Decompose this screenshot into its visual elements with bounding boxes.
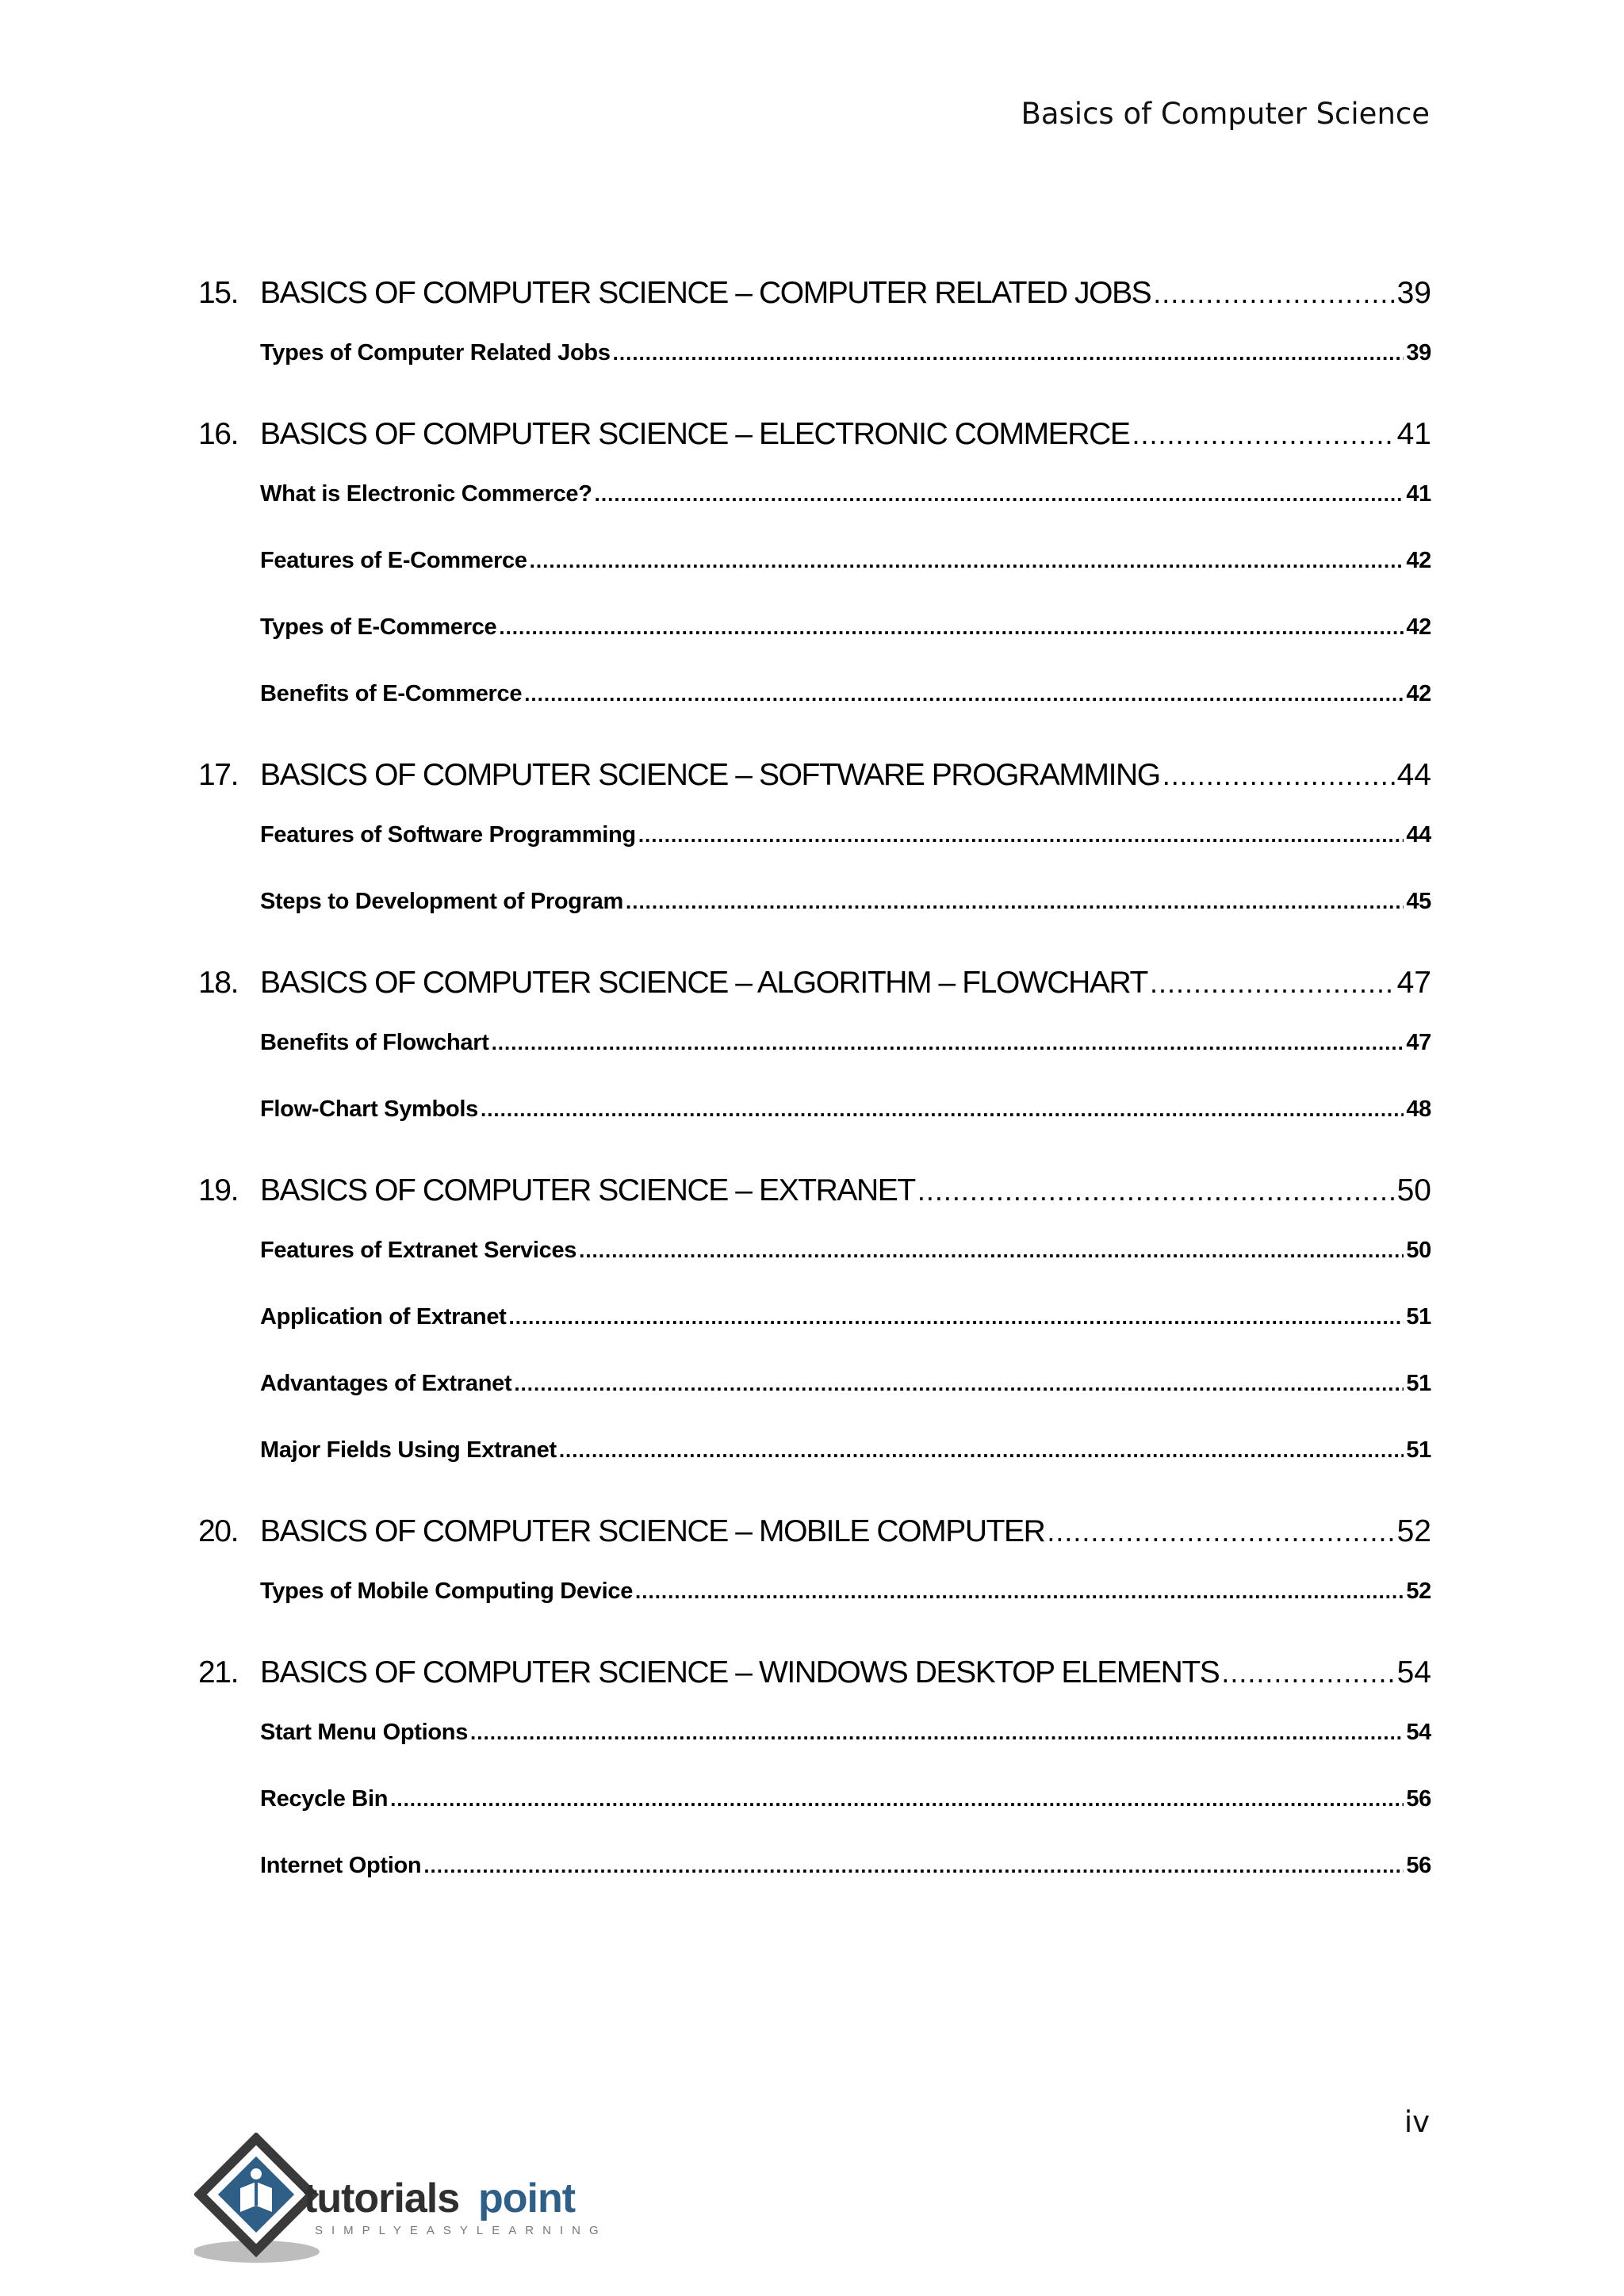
section-title: Advantages of Extranet	[260, 1371, 512, 1396]
section-page-number: 42	[1406, 614, 1431, 640]
toc-section-entry[interactable]	[260, 1716, 1431, 1749]
dot-leader	[613, 336, 1404, 369]
section-page-number: 47	[1406, 1030, 1431, 1055]
section-page-number: 54	[1406, 1720, 1431, 1745]
toc-section-entry[interactable]	[260, 677, 1431, 710]
section-title: Types of Mobile Computing Device	[260, 1578, 634, 1604]
section-title: Features of E-Commerce	[260, 548, 527, 573]
dot-leader	[559, 1433, 1404, 1467]
chapter-number: 18.	[198, 966, 239, 1000]
chapter-page-number: 54	[1396, 1655, 1431, 1689]
logo-wordmark-a: tutorials	[304, 2175, 460, 2221]
dot-leader	[423, 1849, 1404, 1882]
page-number: iv	[1404, 2105, 1430, 2139]
chapter-title: BASICS OF COMPUTER SCIENCE – COMPUTER RELATED JOBS	[260, 276, 1151, 310]
chapter-page-number: 52	[1396, 1514, 1431, 1548]
toc-chapter-entry[interactable]	[198, 1167, 1431, 1215]
toc-section-entry[interactable]	[260, 1026, 1431, 1059]
chapter-title: BASICS OF COMPUTER SCIENCE – ELECTRONIC COMMERCE	[260, 417, 1130, 451]
section-page-number: 44	[1406, 822, 1431, 848]
chapter-number: 16.	[198, 417, 239, 451]
dot-leader	[509, 1300, 1404, 1334]
toc-section-entry[interactable]	[260, 1300, 1431, 1334]
dot-leader	[635, 1575, 1404, 1608]
toc-section-entry[interactable]	[260, 477, 1431, 511]
section-page-number: 42	[1406, 548, 1431, 573]
dot-leader	[1132, 411, 1394, 458]
tutorialspoint-logo	[194, 2133, 622, 2267]
chapter-number: 15.	[198, 276, 239, 310]
section-page-number: 52	[1406, 1578, 1431, 1604]
dot-leader	[524, 677, 1404, 710]
chapter-page-number: 39	[1396, 276, 1431, 310]
section-title: Recycle Bin	[260, 1786, 389, 1812]
section-title: Types of Computer Related Jobs	[260, 340, 611, 365]
dot-leader	[1221, 1649, 1394, 1697]
section-page-number: 51	[1406, 1437, 1431, 1463]
running-header: Basics of Computer Science	[1021, 97, 1430, 131]
dot-leader	[499, 610, 1404, 644]
chapter-title: BASICS OF COMPUTER SCIENCE – WINDOWS DESKTOP ELEMENTS	[260, 1655, 1220, 1689]
section-title: Types of E-Commerce	[260, 614, 497, 640]
chapter-page-number: 41	[1396, 417, 1431, 451]
section-page-number: 42	[1406, 681, 1431, 706]
section-page-number: 50	[1406, 1238, 1431, 1263]
dot-leader	[1150, 959, 1395, 1007]
section-title: Features of Software Programming	[260, 822, 636, 848]
section-page-number: 41	[1406, 481, 1431, 507]
section-title: Major Fields Using Extranet	[260, 1437, 557, 1463]
dot-leader	[917, 1167, 1395, 1215]
section-title: Application of Extranet	[260, 1304, 507, 1330]
chapter-page-number: 44	[1396, 758, 1431, 792]
section-title: Benefits of Flowchart	[260, 1030, 489, 1055]
section-page-number: 56	[1406, 1786, 1431, 1812]
section-title: Features of Extranet Services	[260, 1238, 577, 1263]
section-page-number: 45	[1406, 889, 1431, 914]
toc-section-entry[interactable]	[260, 1367, 1431, 1400]
section-title: Start Menu Options	[260, 1720, 469, 1745]
chapter-number: 20.	[198, 1514, 239, 1548]
toc-section-entry[interactable]	[260, 1782, 1431, 1816]
dot-leader	[530, 544, 1404, 577]
dot-leader	[579, 1234, 1404, 1267]
logo-wordmark-b: point	[478, 2175, 576, 2221]
logo-tagline: SIMPLYEASYLEARNING	[315, 2224, 607, 2237]
chapter-number: 21.	[198, 1655, 239, 1689]
toc-section-entry[interactable]	[260, 1575, 1431, 1608]
section-page-number: 51	[1406, 1304, 1431, 1330]
table-of-contents	[198, 270, 1431, 1882]
dot-leader	[470, 1716, 1404, 1749]
section-title: Steps to Development of Program	[260, 889, 623, 914]
dot-leader	[514, 1367, 1404, 1400]
dot-leader	[626, 885, 1404, 918]
toc-section-entry[interactable]	[260, 885, 1431, 918]
dot-leader	[481, 1093, 1404, 1126]
toc-chapter-entry[interactable]	[198, 411, 1431, 458]
section-page-number: 48	[1406, 1096, 1431, 1122]
toc-chapter-entry[interactable]	[198, 1508, 1431, 1556]
section-title: What is Electronic Commerce?	[260, 481, 592, 507]
dot-leader	[1162, 752, 1395, 799]
toc-section-entry[interactable]	[260, 1093, 1431, 1126]
dot-leader	[1153, 270, 1394, 317]
toc-section-entry[interactable]	[260, 336, 1431, 369]
section-title: Benefits of E-Commerce	[260, 681, 523, 706]
dot-leader	[492, 1026, 1404, 1059]
toc-chapter-entry[interactable]	[198, 1649, 1431, 1697]
chapter-title: BASICS OF COMPUTER SCIENCE – MOBILE COMPUTER	[260, 1514, 1045, 1548]
chapter-number: 19.	[198, 1173, 239, 1207]
chapter-title: BASICS OF COMPUTER SCIENCE – ALGORITHM – FLOWCHART	[260, 966, 1147, 1000]
toc-section-entry[interactable]	[260, 1234, 1431, 1267]
toc-section-entry[interactable]	[260, 610, 1431, 644]
toc-chapter-entry[interactable]	[198, 752, 1431, 799]
section-page-number: 39	[1406, 340, 1431, 365]
toc-section-entry[interactable]	[260, 1849, 1431, 1882]
section-page-number: 56	[1406, 1853, 1431, 1878]
chapter-page-number: 50	[1396, 1173, 1431, 1207]
toc-chapter-entry[interactable]	[198, 959, 1431, 1007]
chapter-page-number: 47	[1396, 966, 1431, 1000]
chapter-title: BASICS OF COMPUTER SCIENCE – EXTRANET	[260, 1173, 915, 1207]
chapter-title: BASICS OF COMPUTER SCIENCE – SOFTWARE PROGRAMMING	[260, 758, 1160, 792]
toc-section-entry[interactable]	[260, 818, 1431, 851]
section-title: Internet Option	[260, 1853, 422, 1878]
chapter-number: 17.	[198, 758, 239, 792]
section-page-number: 51	[1406, 1371, 1431, 1396]
dot-leader	[390, 1782, 1404, 1816]
section-title: Flow-Chart Symbols	[260, 1096, 478, 1122]
toc-section-entry[interactable]	[260, 544, 1431, 577]
dot-leader	[595, 477, 1404, 511]
dot-leader	[1047, 1508, 1394, 1556]
dot-leader	[638, 818, 1404, 851]
toc-chapter-entry[interactable]	[198, 270, 1431, 317]
toc-section-entry[interactable]	[260, 1433, 1431, 1467]
